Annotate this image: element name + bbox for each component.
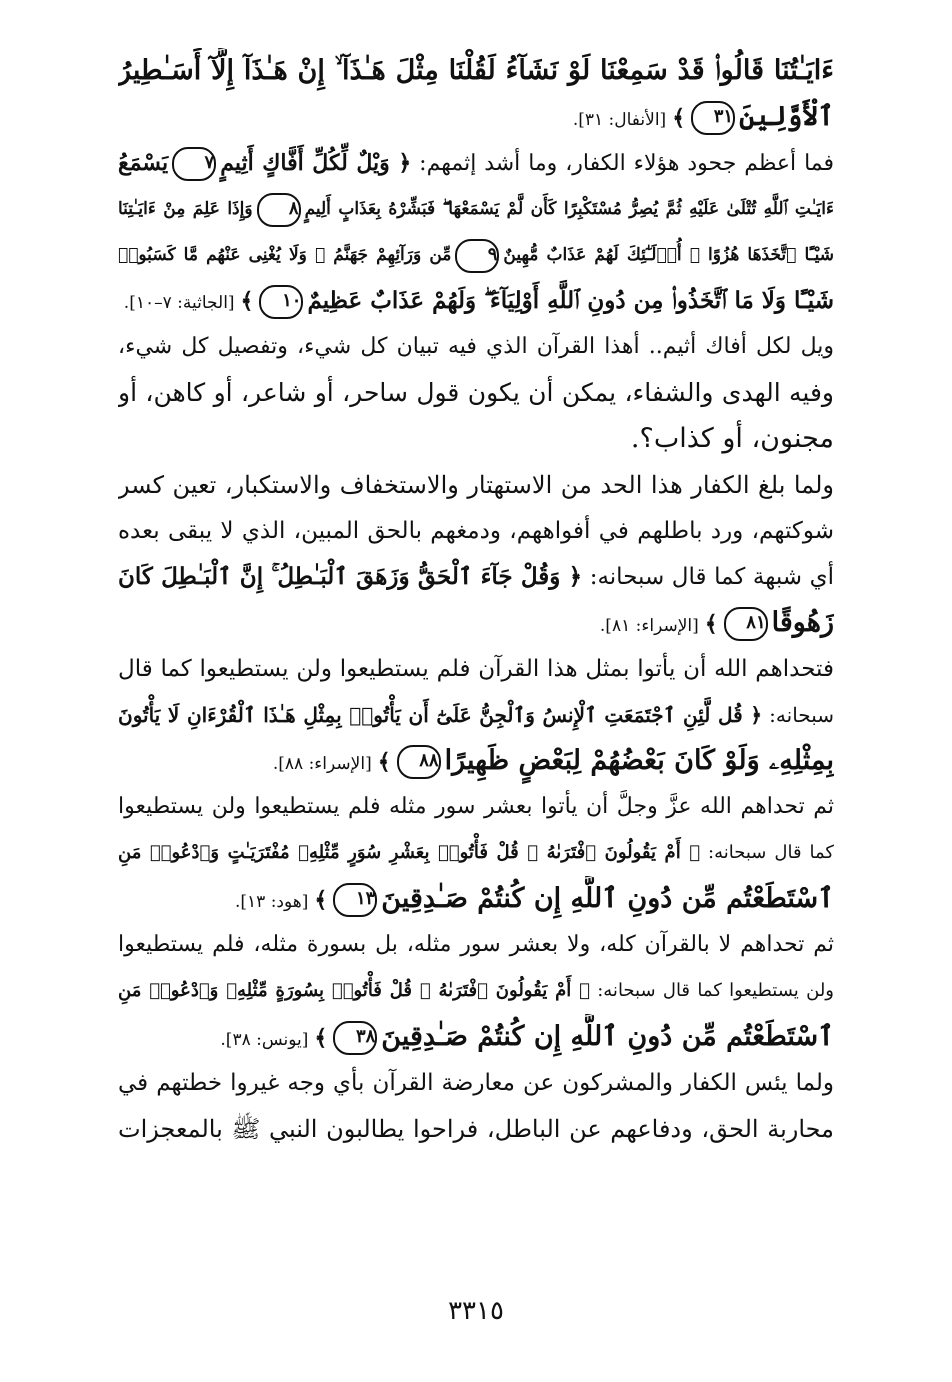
page-number: ٣٣١٥	[448, 1296, 504, 1326]
ayah-number-marker: ٧	[172, 147, 216, 181]
body-text: ولن يستطيعوا كما قال سبحانه:	[597, 980, 834, 1001]
text-line: ولما بلغ الكفار هذا الحد من الاستهتار والاستخفاف والاستكبار، تعين كسر	[118, 471, 834, 499]
paragraph-challenge-quran	[118, 646, 834, 784]
body-text: أي شبهة كما قال سبحانه:	[589, 564, 834, 590]
verse-reference: [الأنفال: ٣١].	[572, 110, 667, 130]
quran-line	[118, 600, 834, 646]
paragraph-anfal	[118, 48, 834, 140]
text-line: ثم تحداهم لا بالقرآن كله، ولا بعشر سور مثله، بل بسورة مثله، فلم يستطيعوا	[118, 932, 834, 957]
paragraph-truth	[118, 462, 834, 646]
text-line: ثم تحداهم الله عزَّ وجلَّ أن يأتوا بعشر سور مثله فلم يستطيعوا ولن يستطيعوا	[118, 794, 834, 819]
body-text: سبحانه:	[769, 703, 834, 727]
text-line: ويل لكل أفاك أثيم.. أهذا القرآن الذي فيه تبيان كل شيء، وتفصيل كل شيء،	[118, 334, 834, 359]
quran-text: ﴿ وَيْلٌ لِّكُلِّ أَفَّاكٍ أَثِيمٍ	[220, 150, 412, 176]
ornate-bracket: ﴾	[672, 105, 686, 131]
verse-reference: [الجاثية: ٧–١٠].	[123, 293, 235, 313]
text-line: وفيه الهدى والشفاء، يمكن أن يكون قول ساحر، أو شاعر، أو كاهن، أو	[118, 378, 834, 407]
text-line: مجنون، أو كذاب؟.	[630, 423, 834, 454]
quran-line	[118, 94, 834, 140]
quran-text: شَيْـًٔا ٱتَّخَذَهَا هُزُوًا ۚ أُو۟لَـٰٓئِكَ لَهُمْ عَذَابٌ مُّهِينٌ	[503, 245, 834, 265]
quran-text: يَسْمَعُ	[118, 150, 169, 176]
quran-text: ﴿ أَمْ يَقُولُونَ ٱفْتَرَىٰهُ ۖ قُلْ فَأْتُوا۟ بِسُورَةٍ مِّثْلِهِۦ وَٱدْعُوا۟ مَنِ	[118, 980, 590, 1001]
text-line: شوكتهم، ورد باطلهم في أفواههم، ودمغهم بالحق المبين، الذي لا يبقى بعده	[118, 518, 834, 544]
quran-line	[118, 186, 834, 232]
quran-text: ﴿ قُل لَّئِنِ ٱجْتَمَعَتِ ٱلْإِنسُ وَٱلْجِنُّ عَلَىٰٓ أَن يَأْتُوا۟ بِمِثْلِ هَـٰذَا ٱلْقُرْءَانِ لَا يَأْتُونَ	[118, 703, 763, 727]
verse-reference: [الإسراء: ٨١].	[599, 616, 699, 636]
ayah-number-marker: ٨	[257, 193, 301, 227]
text-line	[118, 554, 834, 600]
text-line	[118, 692, 834, 738]
paragraph-jathiya	[118, 140, 834, 324]
paragraph-challenge-ten-surahs	[118, 784, 834, 922]
verse-reference: [هود: ١٣].	[234, 892, 309, 912]
ayah-number-marker: ٣٨	[333, 1021, 377, 1055]
quran-text: شَيْـًٔا وَلَا مَا ٱتَّخَذُوا۟ مِن دُونِ ٱللَّهِ أَوْلِيَآءَ ۖ وَلَهُمْ عَذَابٌ عَظِيمٌ	[307, 287, 834, 314]
verse-reference: [يونس: ٣٨].	[220, 1030, 309, 1050]
quran-text: ٱلْأَوَّلِينَ	[739, 101, 834, 132]
body-text: كما قال سبحانه:	[708, 842, 834, 863]
quran-text: ءَايَـٰتِ ٱللَّهِ تُتْلَىٰ عَلَيْهِ ثُمَّ يُصِرُّ مُسْتَكْبِرًا كَأَن لَّمْ يَسْمَعْهَا ۖ فَبَشِّرْهُ بِعَذَابٍ أَلِيمٍ	[304, 199, 834, 219]
ayah-number-marker: ٨١	[724, 607, 768, 641]
quran-text: بِمِثْلِهِۦ وَلَوْ كَانَ بَعْضُهُمْ لِبَعْضٍ ظَهِيرًا	[444, 745, 834, 776]
paragraph-challenge-one-surah	[118, 922, 834, 1060]
quran-text: وَإِذَا عَلِمَ مِنْ ءَايَـٰتِنَا	[118, 199, 253, 219]
quran-line	[118, 232, 834, 278]
ayah-number-marker: ١٣	[333, 883, 377, 917]
quran-line	[118, 876, 834, 922]
text-line	[118, 140, 834, 186]
ornate-bracket: ﴾	[377, 749, 391, 775]
quran-text: زَهُوقًا	[771, 607, 834, 638]
ayah-number-marker: ٨٨	[397, 745, 441, 779]
quran-line	[118, 1014, 834, 1060]
paragraph-despair	[118, 1060, 834, 1152]
verse-reference: [الإسراء: ٨٨].	[272, 754, 372, 774]
text-line	[118, 830, 834, 876]
quran-line	[118, 278, 834, 324]
ayah-number-marker: ٩	[455, 239, 499, 273]
ayah-number-marker: ٣١	[691, 101, 735, 135]
quran-text: ﴿ وَقُلْ جَآءَ ٱلْحَقُّ وَزَهَقَ ٱلْبَـٰطِلُ ۚ إِنَّ ٱلْبَـٰطِلَ كَانَ	[118, 563, 583, 590]
text-line	[118, 968, 834, 1014]
quran-text: مِّن وَرَآئِهِمْ جَهَنَّمُ ۖ وَلَا يُغْنِى عَنْهُم مَّا كَسَبُوا۟	[118, 245, 452, 265]
text-line: ولما يئس الكفار والمشركون عن معارضة القرآن بأي وجه غيروا خطتهم في	[118, 1070, 834, 1096]
ornate-bracket: ﴾	[314, 887, 328, 913]
quran-line	[118, 738, 834, 784]
paragraph-woe	[118, 324, 834, 462]
ornate-bracket: ﴾	[314, 1025, 328, 1051]
ayah-number-marker: ١٠	[259, 285, 303, 319]
text-line: فتحداهم الله أن يأتوا بمثل هذا القرآن فلم يستطيعوا ولن يستطيعوا كما قال	[118, 656, 834, 682]
ornate-bracket: ﴾	[240, 288, 254, 314]
text-line: محاربة الحق، ودفاعهم عن الباطل، فراحوا يطالبون النبي ﷺ بالمعجزات	[118, 1115, 834, 1143]
quran-text: ٱسْتَطَعْتُم مِّن دُونِ ٱللَّهِ إِن كُنتُمْ صَـٰدِقِينَ	[381, 883, 834, 914]
body-text: فما أعظم جحود هؤلاء الكفار، وما أشد إثمهم:	[419, 151, 834, 176]
quran-line: ءَايَـٰتُنَا قَالُوا۟ قَدْ سَمِعْنَا لَوْ نَشَآءُ لَقُلْنَا مِثْلَ هَـٰذَآ ۙ إِنْ هَـٰذَآ إِلَّآ أَسَـٰطِيرُ	[118, 55, 834, 86]
quran-text: ﴿ أَمْ يَقُولُونَ ٱفْتَرَىٰهُ ۖ قُلْ فَأْتُوا۟ بِعَشْرِ سُوَرٍ مِّثْلِهِۦ مُفْتَرَيَـٰتٍ وَٱدْعُوا۟ مَنِ	[118, 842, 701, 863]
ornate-bracket: ﴾	[704, 611, 718, 637]
quran-text: ٱسْتَطَعْتُم مِّن دُونِ ٱللَّهِ إِن كُنتُمْ صَـٰدِقِينَ	[381, 1021, 834, 1052]
